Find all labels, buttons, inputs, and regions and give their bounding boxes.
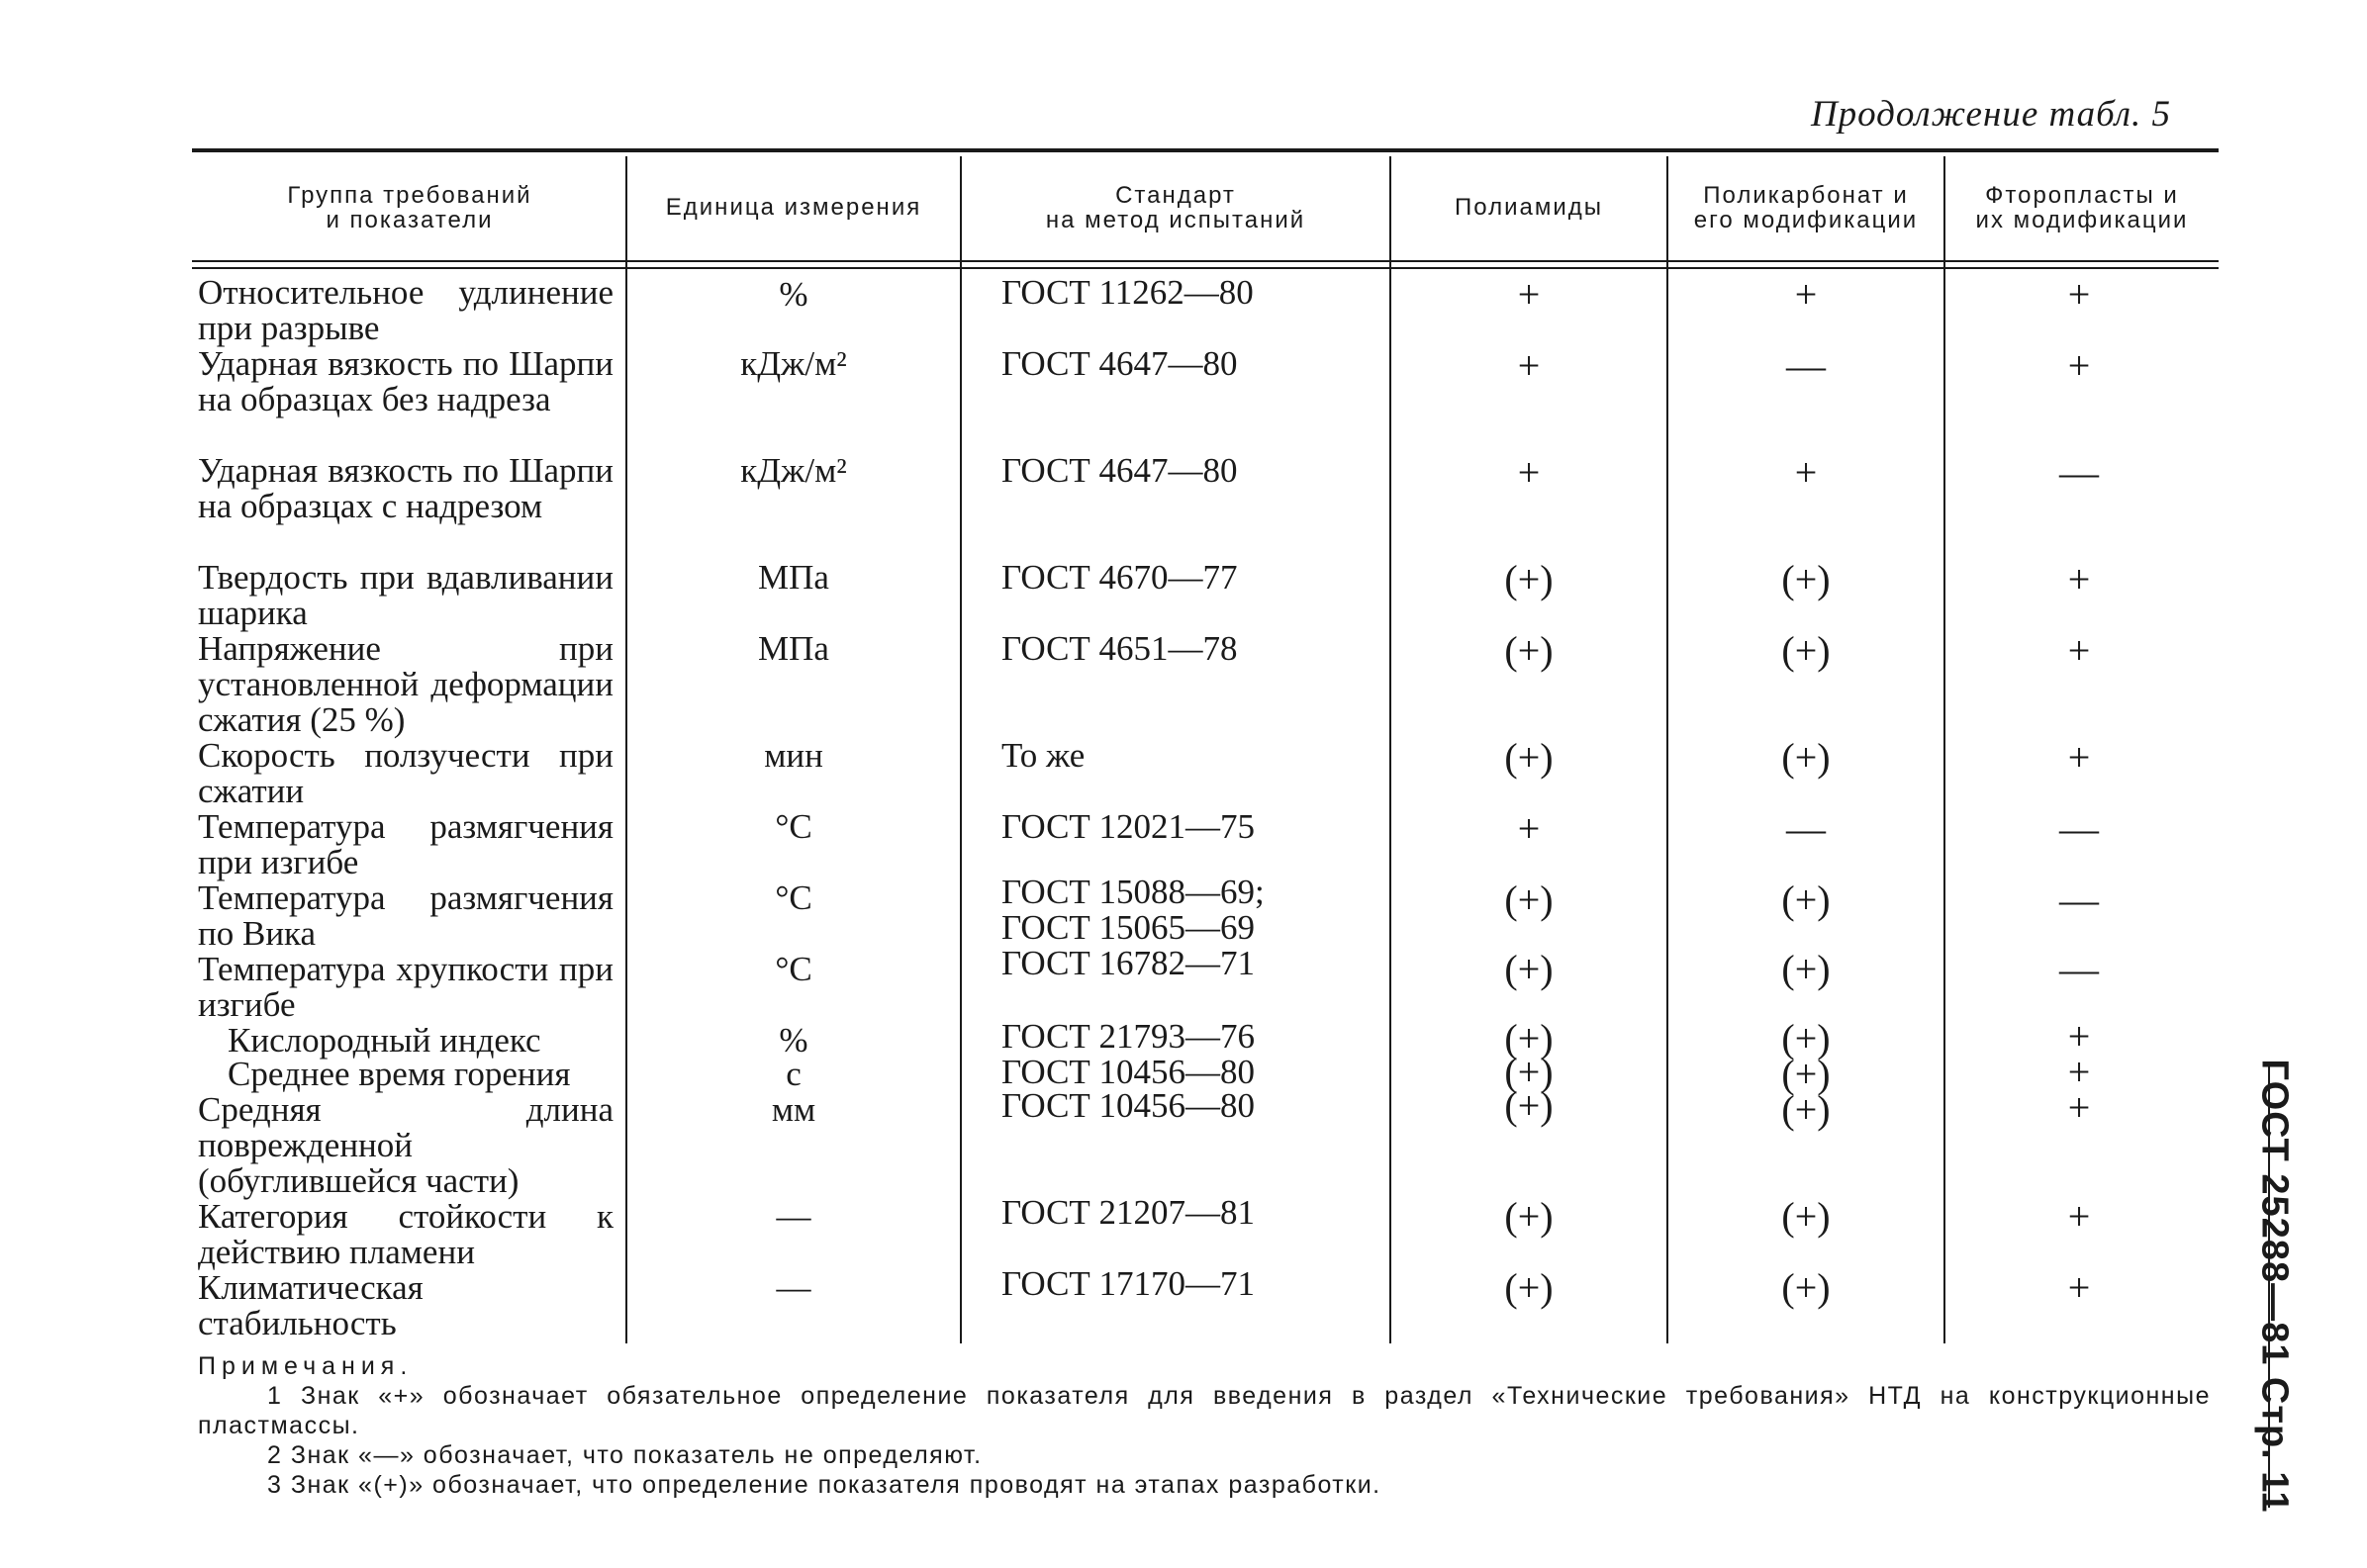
row-unit: % bbox=[779, 275, 808, 314]
row-requirement: Температура размягчения по Вика bbox=[198, 878, 614, 953]
row-polycarbonate-mark: (+) bbox=[1781, 1265, 1831, 1310]
row-standard: ГОСТ 17170—71 bbox=[1001, 1264, 1256, 1303]
row-polycarbonate-mark: (+) bbox=[1781, 735, 1831, 780]
row-polycarbonate-mark: (+) bbox=[1781, 1087, 1831, 1132]
row-fluoroplastics-mark: + bbox=[2067, 1265, 2091, 1310]
header-fluoroplastics: Фторопласты и их модификации bbox=[1975, 181, 2189, 233]
row-requirement: Ударная вязкость по Шарпи на образцах без надреза bbox=[198, 344, 614, 418]
row-polycarbonate-mark: (+) bbox=[1781, 1016, 1831, 1061]
row-standard: ГОСТ 21793—76 bbox=[1001, 1017, 1256, 1056]
row-polyamides-mark: (+) bbox=[1504, 1016, 1554, 1061]
row-polyamides-mark: (+) bbox=[1504, 877, 1554, 922]
row-polyamides-mark: (+) bbox=[1504, 947, 1554, 991]
row-requirement: Температура размягчения при изгибе bbox=[198, 807, 614, 881]
side-page-label-text: ГОСТ 25288—81 Стр. 11 bbox=[2253, 1059, 2296, 1514]
row-fluoroplastics-mark: + bbox=[2067, 735, 2091, 780]
row-polyamides-mark: (+) bbox=[1504, 557, 1554, 601]
row-fluoroplastics-mark: + bbox=[2067, 1050, 2091, 1094]
row-polycarbonate-mark: (+) bbox=[1781, 628, 1831, 673]
row-fluoroplastics-mark: — bbox=[2059, 877, 2099, 922]
row-polycarbonate-mark: — bbox=[1786, 343, 1826, 388]
row-fluoroplastics-mark: + bbox=[2067, 343, 2091, 388]
row-standard: ГОСТ 21207—81 bbox=[1001, 1193, 1256, 1232]
row-requirement: Твердость при вдавливании шарика bbox=[198, 558, 614, 632]
row-polycarbonate-mark: (+) bbox=[1781, 1052, 1831, 1096]
note-item: 1 Знак «+» обозначает обязательное определение показателя для введения в раздел «Технические требования» НТД на конструкционные пластмассы. bbox=[198, 1382, 2211, 1439]
row-standard: ГОСТ 4647—80 bbox=[1001, 344, 1238, 383]
row-polyamides-mark: (+) bbox=[1504, 735, 1554, 780]
row-requirement: Относительное удлинение при разрыве bbox=[198, 273, 614, 347]
row-polyamides-mark: (+) bbox=[1504, 1083, 1554, 1128]
row-unit: — bbox=[776, 1268, 811, 1307]
row-fluoroplastics-mark: — bbox=[2059, 806, 2099, 851]
row-standard: ГОСТ 10456—80 bbox=[1001, 1053, 1256, 1091]
row-fluoroplastics-mark: — bbox=[2059, 450, 2099, 495]
row-requirement: Среднее время горения bbox=[228, 1055, 571, 1093]
row-unit: °С bbox=[775, 950, 812, 988]
row-unit: мм bbox=[771, 1090, 816, 1129]
row-unit: % bbox=[779, 1021, 808, 1060]
row-standard: ГОСТ 4647—80 bbox=[1001, 451, 1238, 490]
row-requirement: Температура хрупкости при изгибе bbox=[198, 950, 614, 1024]
header-bottom-rule bbox=[192, 260, 2219, 262]
row-polycarbonate-mark: (+) bbox=[1781, 1194, 1831, 1239]
row-polyamides-mark: + bbox=[1517, 450, 1541, 495]
row-unit: МПа bbox=[758, 629, 829, 668]
row-standard: ГОСТ 15088—69; ГОСТ 15065—69 bbox=[1001, 873, 1265, 947]
row-fluoroplastics-mark: + bbox=[2067, 272, 2091, 317]
row-polycarbonate-mark: + bbox=[1794, 450, 1818, 495]
row-polycarbonate-mark: (+) bbox=[1781, 947, 1831, 991]
row-unit: кДж/м² bbox=[740, 451, 847, 490]
header-bottom-rule-2 bbox=[192, 267, 2219, 269]
column-divider bbox=[960, 156, 962, 1343]
row-fluoroplastics-mark: + bbox=[2067, 1085, 2091, 1130]
row-polyamides-mark: (+) bbox=[1504, 1265, 1554, 1310]
row-fluoroplastics-mark: — bbox=[2059, 947, 2099, 991]
row-requirement: Скорость ползучести при сжатии bbox=[198, 736, 614, 810]
row-fluoroplastics-mark: + bbox=[2067, 1014, 2091, 1059]
row-standard: ГОСТ 12021—75 bbox=[1001, 807, 1256, 846]
notes-title: Примечания. bbox=[198, 1352, 414, 1380]
row-polyamides-mark: + bbox=[1517, 272, 1541, 317]
row-unit: °С bbox=[775, 807, 812, 846]
row-polyamides-mark: (+) bbox=[1504, 1050, 1554, 1094]
header-unit: Единица измерения bbox=[665, 194, 922, 222]
side-page-label bbox=[2244, 1059, 2304, 1514]
row-fluoroplastics-mark: + bbox=[2067, 557, 2091, 601]
row-polycarbonate-mark: (+) bbox=[1781, 877, 1831, 922]
row-requirement: Категория стойкости к действию пламени bbox=[198, 1197, 614, 1271]
column-divider bbox=[625, 156, 627, 1343]
table-caption: Продолжение табл. 5 bbox=[1810, 94, 2171, 135]
header-polycarbonate: Поликарбонат и его модификации bbox=[1693, 181, 1919, 233]
row-polycarbonate-mark: (+) bbox=[1781, 557, 1831, 601]
row-polyamides-mark: (+) bbox=[1504, 628, 1554, 673]
row-fluoroplastics-mark: + bbox=[2067, 628, 2091, 673]
row-standard: То же bbox=[1001, 736, 1086, 775]
row-unit: кДж/м² bbox=[740, 344, 847, 383]
header-polyamides: Полиамиды bbox=[1455, 194, 1603, 222]
row-standard: ГОСТ 4670—77 bbox=[1001, 558, 1238, 597]
table-top-rule bbox=[192, 148, 2219, 152]
row-unit: мин bbox=[764, 736, 823, 775]
row-requirement: Климатическая стабильность bbox=[198, 1268, 424, 1342]
header-test-standard: Стандарт на метод испытаний bbox=[1045, 181, 1306, 233]
row-polycarbonate-mark: — bbox=[1786, 806, 1826, 851]
row-polycarbonate-mark: + bbox=[1794, 272, 1818, 317]
row-requirement: Ударная вязкость по Шарпи на образцах с надрезом bbox=[198, 451, 614, 525]
row-standard: ГОСТ 4651—78 bbox=[1001, 629, 1238, 668]
row-unit: МПа bbox=[758, 558, 829, 597]
row-unit: с bbox=[786, 1055, 802, 1093]
note-item: 2 Знак «—» обозначает, что показатель не определяют. bbox=[267, 1441, 983, 1469]
row-unit: °С bbox=[775, 878, 812, 917]
row-requirement: Кислородный индекс bbox=[228, 1021, 541, 1060]
note-item: 3 Знак «(+)» обозначает, что определение показателя проводят на этапах разработки. bbox=[267, 1471, 1381, 1499]
header-requirement-group: Группа требований и показатели bbox=[287, 181, 532, 233]
row-polyamides-mark: (+) bbox=[1504, 1194, 1554, 1239]
row-standard: ГОСТ 11262—80 bbox=[1001, 273, 1254, 312]
row-requirement: Напряжение при установленной деформации сжатия (25 %) bbox=[198, 629, 614, 739]
row-fluoroplastics-mark: + bbox=[2067, 1194, 2091, 1239]
row-unit: — bbox=[776, 1197, 811, 1236]
table-notes bbox=[198, 1351, 2211, 1500]
row-polyamides-mark: + bbox=[1517, 343, 1541, 388]
row-polyamides-mark: + bbox=[1517, 806, 1541, 851]
row-standard: ГОСТ 16782—71 bbox=[1001, 944, 1256, 982]
row-requirement: Средняя длина поврежденной (обуглившейся части) bbox=[198, 1090, 614, 1200]
row-standard: ГОСТ 10456—80 bbox=[1001, 1086, 1256, 1125]
